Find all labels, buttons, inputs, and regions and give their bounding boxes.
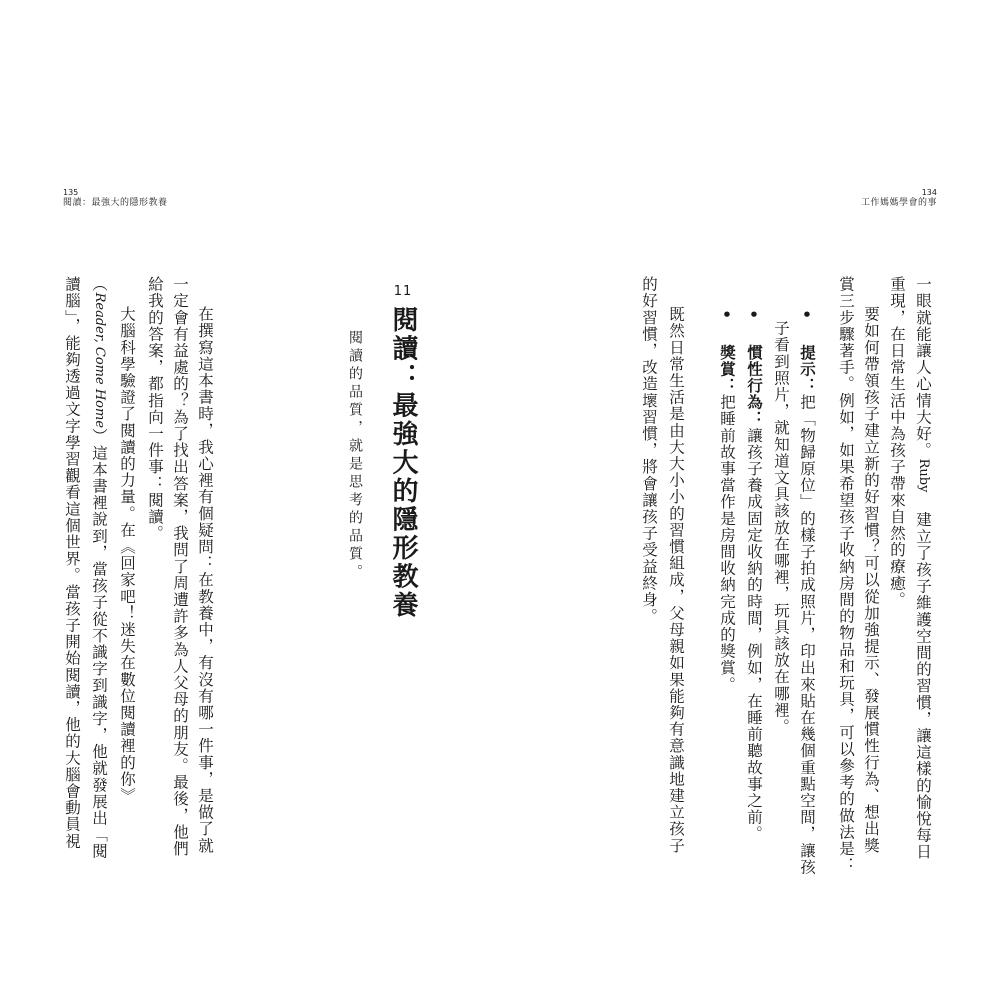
- body-line: 一定會有益處的？為了找出答案，我問了周遭許多為人父母的朋友。最後，他們: [171, 276, 189, 857]
- bullet-label: • 獎賞：: [718, 306, 736, 394]
- body-line: 賞三步驟著手。例如，如果希望孩子收納房間的物品和玩具，可以參考的做法是：: [837, 276, 855, 874]
- body-line: 一眼就能讓人心情大好。Ruby 建立了孩子維護空間的習慣，讓這樣的愉悅每日: [914, 276, 932, 861]
- body-line: 要如何帶領孩子建立新的好習慣？可以從加強提示、發展慣性行為、想出獎: [862, 306, 880, 854]
- body-line: 重現，在日常生活中為孩子帶來自然的療癒。: [888, 276, 906, 608]
- running-header-left: [63, 187, 168, 209]
- book-title-latin: Reader, Come Home: [92, 292, 107, 429]
- name-latin: Ruby: [916, 458, 931, 493]
- chapter-number: 11: [393, 284, 413, 299]
- bullet-item: • 慣性行為：讓孩子養成固定收納的時間，例如，在睡前聽故事之前。: [745, 306, 763, 843]
- running-title: 工作媽媽學會的事: [860, 198, 937, 208]
- page-number: 135: [63, 188, 79, 197]
- running-title: 閱讀：最強大的隱形教養: [63, 198, 168, 208]
- body-line: 給我的答案，都指向一件事：閱讀。: [146, 276, 164, 542]
- bullet-continuation: 子看到照片，就知道文具該放在哪裡，玩具該放在哪裡。: [772, 320, 790, 735]
- chapter-title: 閱讀：最強大的隱形教養: [388, 306, 418, 620]
- page-number: 134: [921, 188, 937, 197]
- body-line: 既然日常生活是由大大小小的習慣組成，父母親如果能夠有意識地建立孩子: [667, 306, 685, 854]
- bullet-label: • 提示：: [798, 306, 816, 394]
- bullet-item: • 獎賞：把睡前故事當作是房間收納完成的獎賞。: [718, 306, 736, 693]
- body-line-rest: ）這本書裡說到，當孩子從不識字到識字，他就發展出「閱: [90, 428, 108, 860]
- body-line: [91, 276, 107, 860]
- body-line: 讀腦」，能夠透過文字學習觀看這個世界。當孩子開始閱讀，他的大腦會動員視: [63, 276, 81, 850]
- paren-open: （: [90, 276, 108, 293]
- bullet-label: • 慣性行為：: [745, 306, 763, 428]
- body-line: 在撰寫這本書時，我心裡有個疑問：在教養中，有沒有哪一件事，是做了就: [196, 306, 214, 854]
- bullet-item: • 提示：把「物歸原位」的樣子拍成照片，印出來貼在幾個重點空間，讓孩: [798, 306, 816, 876]
- right-page: [500, 0, 1000, 1000]
- running-header-right: [861, 187, 937, 209]
- body-line: 的好習慣，改造壞習慣，將會讓孩子受益終身。: [640, 276, 658, 625]
- body-line: 大腦科學驗證了閱讀的力量。在《回家吧！迷失在數位閱讀裡的你》: [118, 306, 136, 804]
- chapter-subtitle: 閱讀的品質，就是思考的品質。: [347, 330, 363, 582]
